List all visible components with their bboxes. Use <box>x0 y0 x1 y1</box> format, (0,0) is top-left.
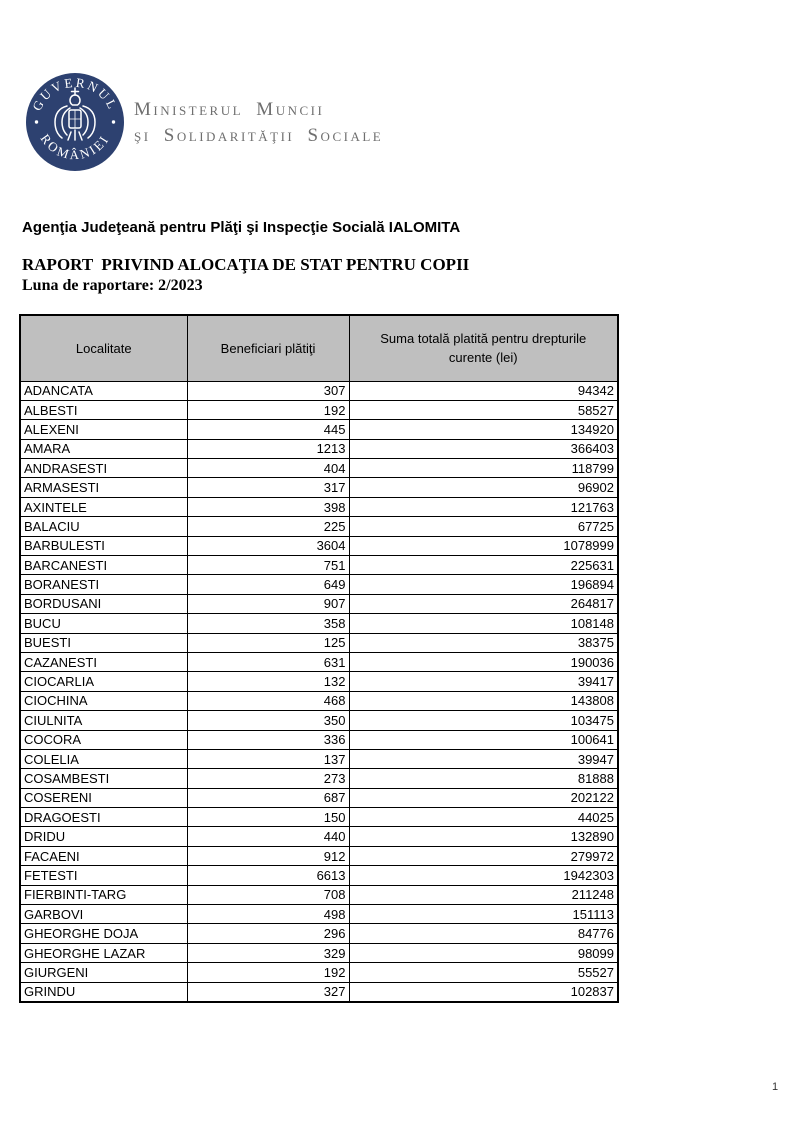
locality-cell: COSERENI <box>20 788 187 807</box>
beneficiaries-cell: 649 <box>187 575 349 594</box>
beneficiaries-cell: 907 <box>187 594 349 613</box>
locality-cell: ALBESTI <box>20 400 187 419</box>
locality-cell: CIOCHINA <box>20 691 187 710</box>
table-row <box>20 652 618 671</box>
sum-cell: 96902 <box>349 478 618 497</box>
ministry-name-line1: Ministerul Muncii <box>134 99 325 120</box>
sum-cell: 264817 <box>349 594 618 613</box>
beneficiaries-cell: 468 <box>187 691 349 710</box>
table-row <box>20 827 618 846</box>
locality-cell: GRINDU <box>20 982 187 1001</box>
sum-cell: 108148 <box>349 614 618 633</box>
locality-cell: GIURGENI <box>20 963 187 982</box>
locality-cell: BORANESTI <box>20 575 187 594</box>
allocation-table <box>19 314 619 1003</box>
sum-cell: 225631 <box>349 556 618 575</box>
sum-cell: 151113 <box>349 905 618 924</box>
seal-text-bottom: ROMÂNIEI <box>37 131 113 163</box>
locality-cell: GHEORGHE DOJA <box>20 924 187 943</box>
sum-cell: 279972 <box>349 846 618 865</box>
column-header-locality: Localitate <box>20 315 187 381</box>
beneficiaries-cell: 912 <box>187 846 349 865</box>
locality-cell: ALEXENI <box>20 420 187 439</box>
beneficiaries-cell: 687 <box>187 788 349 807</box>
table-row <box>20 672 618 691</box>
locality-cell: AMARA <box>20 439 187 458</box>
table-row <box>20 769 618 788</box>
table-row <box>20 497 618 516</box>
beneficiaries-cell: 6613 <box>187 866 349 885</box>
locality-cell: BARBULESTI <box>20 536 187 555</box>
sum-cell: 100641 <box>349 730 618 749</box>
beneficiaries-cell: 296 <box>187 924 349 943</box>
table-row <box>20 963 618 982</box>
beneficiaries-cell: 445 <box>187 420 349 439</box>
table-row <box>20 866 618 885</box>
table-row <box>20 808 618 827</box>
table-row <box>20 556 618 575</box>
sum-cell: 211248 <box>349 885 618 904</box>
locality-cell: CIOCARLIA <box>20 672 187 691</box>
beneficiaries-cell: 358 <box>187 614 349 633</box>
government-seal-logo <box>25 72 125 172</box>
beneficiaries-cell: 708 <box>187 885 349 904</box>
beneficiaries-cell: 398 <box>187 497 349 516</box>
table-row <box>20 846 618 865</box>
beneficiaries-cell: 150 <box>187 808 349 827</box>
report-period: Luna de raportare: 2/2023 <box>22 277 203 294</box>
sum-cell: 81888 <box>349 769 618 788</box>
locality-cell: AXINTELE <box>20 497 187 516</box>
sum-cell: 67725 <box>349 517 618 536</box>
table-row <box>20 924 618 943</box>
sum-cell: 366403 <box>349 439 618 458</box>
beneficiaries-cell: 192 <box>187 400 349 419</box>
locality-cell: ANDRASESTI <box>20 459 187 478</box>
sum-cell: 44025 <box>349 808 618 827</box>
sum-cell: 102837 <box>349 982 618 1001</box>
table-header <box>20 315 618 381</box>
sum-cell: 118799 <box>349 459 618 478</box>
beneficiaries-cell: 137 <box>187 749 349 768</box>
sum-cell: 202122 <box>349 788 618 807</box>
table-row <box>20 905 618 924</box>
table-row <box>20 730 618 749</box>
column-header-total-sum: Suma totală platită pentru drepturile curente (lei) <box>349 315 618 381</box>
locality-cell: CAZANESTI <box>20 652 187 671</box>
locality-cell: BUCU <box>20 614 187 633</box>
beneficiaries-cell: 329 <box>187 943 349 962</box>
beneficiaries-cell: 3604 <box>187 536 349 555</box>
table-row <box>20 749 618 768</box>
table-row <box>20 575 618 594</box>
locality-cell: DRAGOESTI <box>20 808 187 827</box>
agency-heading: Agenţia Judeţeană pentru Plăţi şi Inspecţie Socială IALOMITA <box>22 219 461 236</box>
locality-cell: FACAENI <box>20 846 187 865</box>
beneficiaries-cell: 132 <box>187 672 349 691</box>
sum-cell: 39947 <box>349 749 618 768</box>
beneficiaries-cell: 225 <box>187 517 349 536</box>
beneficiaries-cell: 350 <box>187 711 349 730</box>
sum-cell: 143808 <box>349 691 618 710</box>
beneficiaries-cell: 307 <box>187 381 349 400</box>
table-row <box>20 943 618 962</box>
beneficiaries-cell: 273 <box>187 769 349 788</box>
table-row <box>20 614 618 633</box>
beneficiaries-cell: 498 <box>187 905 349 924</box>
beneficiaries-cell: 1213 <box>187 439 349 458</box>
table-row <box>20 381 618 400</box>
table-body <box>20 381 618 1002</box>
beneficiaries-cell: 125 <box>187 633 349 652</box>
sum-cell: 103475 <box>349 711 618 730</box>
seal-dot-left <box>35 120 38 123</box>
locality-cell: ADANCATA <box>20 381 187 400</box>
beneficiaries-cell: 440 <box>187 827 349 846</box>
sum-cell: 39417 <box>349 672 618 691</box>
beneficiaries-cell: 192 <box>187 963 349 982</box>
sum-cell: 94342 <box>349 381 618 400</box>
table-row <box>20 536 618 555</box>
locality-cell: COLELIA <box>20 749 187 768</box>
table-row <box>20 982 618 1001</box>
table-row <box>20 478 618 497</box>
sum-cell: 196894 <box>349 575 618 594</box>
locality-cell: BORDUSANI <box>20 594 187 613</box>
sum-cell: 98099 <box>349 943 618 962</box>
locality-cell: ARMASESTI <box>20 478 187 497</box>
locality-cell: COSAMBESTI <box>20 769 187 788</box>
table-row <box>20 885 618 904</box>
table-row <box>20 400 618 419</box>
page-number: 1 <box>772 1081 779 1093</box>
locality-cell: BUESTI <box>20 633 187 652</box>
table-row <box>20 691 618 710</box>
beneficiaries-cell: 404 <box>187 459 349 478</box>
ministry-name-line2: şi Solidarităţii Sociale <box>134 124 384 146</box>
locality-cell: CIULNITA <box>20 711 187 730</box>
beneficiaries-cell: 327 <box>187 982 349 1001</box>
column-header-beneficiaries: Beneficiari plătiţi <box>187 315 349 381</box>
seal-text-top: GUVERNUL <box>29 74 122 114</box>
locality-cell: FETESTI <box>20 866 187 885</box>
sum-cell: 134920 <box>349 420 618 439</box>
sum-cell: 58527 <box>349 400 618 419</box>
table-row <box>20 594 618 613</box>
beneficiaries-cell: 336 <box>187 730 349 749</box>
sum-cell: 55527 <box>349 963 618 982</box>
table-row <box>20 788 618 807</box>
sum-cell: 1942303 <box>349 866 618 885</box>
report-title: RAPORT PRIVIND ALOCAŢIA DE STAT PENTRU COPII <box>22 255 470 274</box>
table-row <box>20 459 618 478</box>
sum-cell: 190036 <box>349 652 618 671</box>
table-row <box>20 439 618 458</box>
seal-dot-right <box>112 120 115 123</box>
locality-cell: GHEORGHE LAZAR <box>20 943 187 962</box>
locality-cell: FIERBINTI-TARG <box>20 885 187 904</box>
locality-cell: BALACIU <box>20 517 187 536</box>
sum-cell: 132890 <box>349 827 618 846</box>
table-row <box>20 711 618 730</box>
locality-cell: DRIDU <box>20 827 187 846</box>
locality-cell: GARBOVI <box>20 905 187 924</box>
sum-cell: 38375 <box>349 633 618 652</box>
locality-cell: COCORA <box>20 730 187 749</box>
beneficiaries-cell: 751 <box>187 556 349 575</box>
table-row <box>20 420 618 439</box>
beneficiaries-cell: 631 <box>187 652 349 671</box>
sum-cell: 121763 <box>349 497 618 516</box>
sum-cell: 84776 <box>349 924 618 943</box>
table-row <box>20 517 618 536</box>
table-row <box>20 633 618 652</box>
header-row <box>20 315 618 381</box>
locality-cell: BARCANESTI <box>20 556 187 575</box>
beneficiaries-cell: 317 <box>187 478 349 497</box>
sum-cell: 1078999 <box>349 536 618 555</box>
ministry-name <box>134 97 383 148</box>
